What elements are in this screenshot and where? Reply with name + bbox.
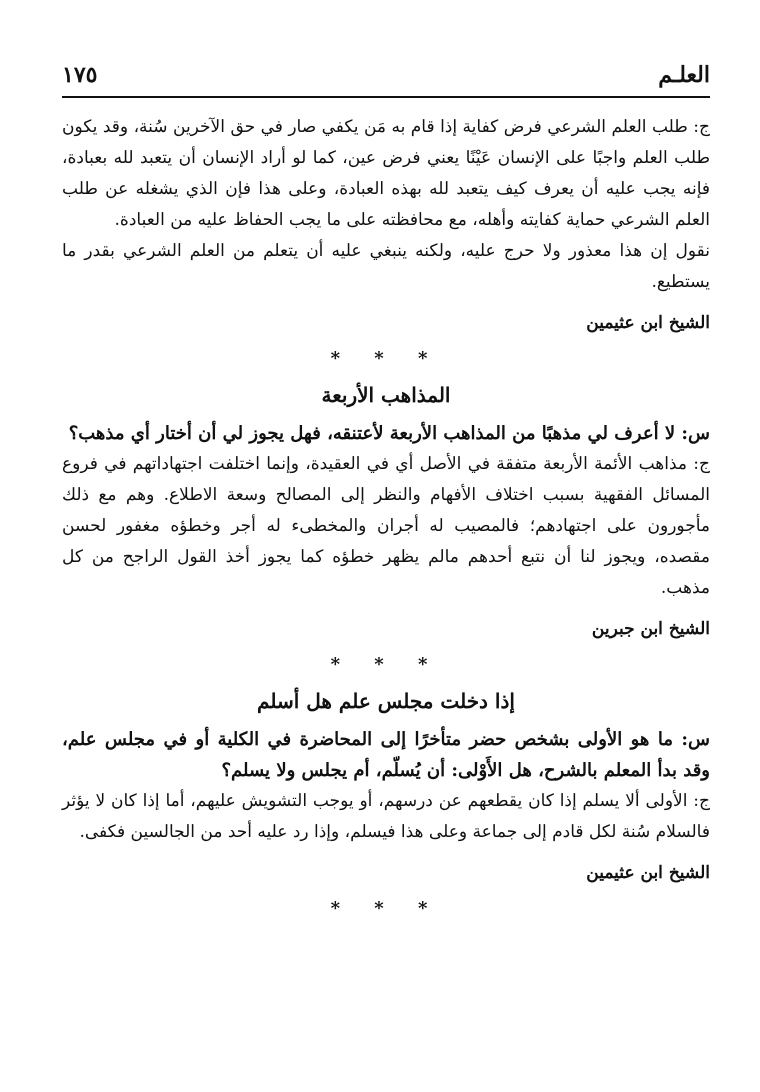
answer-paragraph: ج: مذاهب الأئمة الأربعة متفقة في الأصل أي في العقيدة، وإنما اختلفت اجتهاداتهم في فروع المسائل الفقهية بسبب اختلاف الأفهام والنظر إلى المصالح وسعة الاطلاع. وهم مع ذلك مأجورون على اجتهادهم؛ فالمصيب له أجران والمخطىء له أجر وخطؤه مغفور لحسن مقصده، ويجوز لنا أن نتبع أحدهم مالم يظهر خطؤه كما يجوز أخذ القول الراجح من كل مذهب. xyxy=(62,454,710,598)
question-paragraph: س: لا أعرف لي مذهبًا من المذاهب الأربعة لأعتنقه، فهل يجوز لي أن أختار أي مذهب؟ xyxy=(68,423,710,444)
section-separator: * * * xyxy=(330,348,442,369)
page-number: ١٧٥ xyxy=(62,62,98,88)
signature: الشيخ ابن عثيمين xyxy=(586,313,710,333)
answer-paragraph: ج: طلب العلم الشرعي فرض كفاية إذا قام به مَن يكفي صار في حق الآخرين سُنة، وقد يكون طلب العلم واجبًا على الإنسان عَيْنًا يعني فرض عين، كما لو أراد الإنسان أن يتعبد لله بعبادة، فإنه يجب عليه أن يعرف كيف يتعبد لله بهذه العبادة، وعلى هذا فإن الذي يشغله عن طلب العلم الشرعي حماية كفايته وأهله، مع محافظته على ما يجب الحفاظ عليه من العبادة. xyxy=(62,117,710,230)
running-title: العلـم xyxy=(658,62,710,88)
section-greeting-in-class xyxy=(62,684,710,924)
section-heading: إذا دخلت مجلس علم هل أسلم xyxy=(257,689,515,713)
section-separator: * * * xyxy=(330,654,442,675)
book-page xyxy=(62,50,710,1050)
signature: الشيخ ابن جبرين xyxy=(591,619,710,639)
note-paragraph: نقول إن هذا معذور ولا حرج عليه، ولكنه ينبغي عليه أن يتعلم من العلم الشرعي بقدر ما يستطيع. xyxy=(62,241,710,292)
section-knowledge-obligation xyxy=(62,112,710,374)
question-paragraph: س: ما هو الأولى بشخص حضر متأخرًا إلى المحاضرة في الكلية أو في مجلس علم، وقد بدأ المعلم بالشرح، هل الأَوْلى: أن يُسلّم، أم يجلس ولا يسلم؟ xyxy=(62,729,710,781)
section-separator: * * * xyxy=(330,898,442,919)
signature: الشيخ ابن عثيمين xyxy=(586,863,710,883)
section-four-schools xyxy=(62,378,710,680)
page-header xyxy=(62,50,710,98)
answer-paragraph: ج: الأولى ألا يسلم إذا كان يقطعهم عن درسهم، أو يوجب التشويش عليهم، أما إذا كان لا يؤثر فالسلام سُنة لكل قادم إلى جماعة وعلى هذا فيسلم، وإذا رد عليه أحد من الجالسين فكفى. xyxy=(62,791,710,842)
section-heading: المذاهب الأربعة xyxy=(321,383,451,407)
